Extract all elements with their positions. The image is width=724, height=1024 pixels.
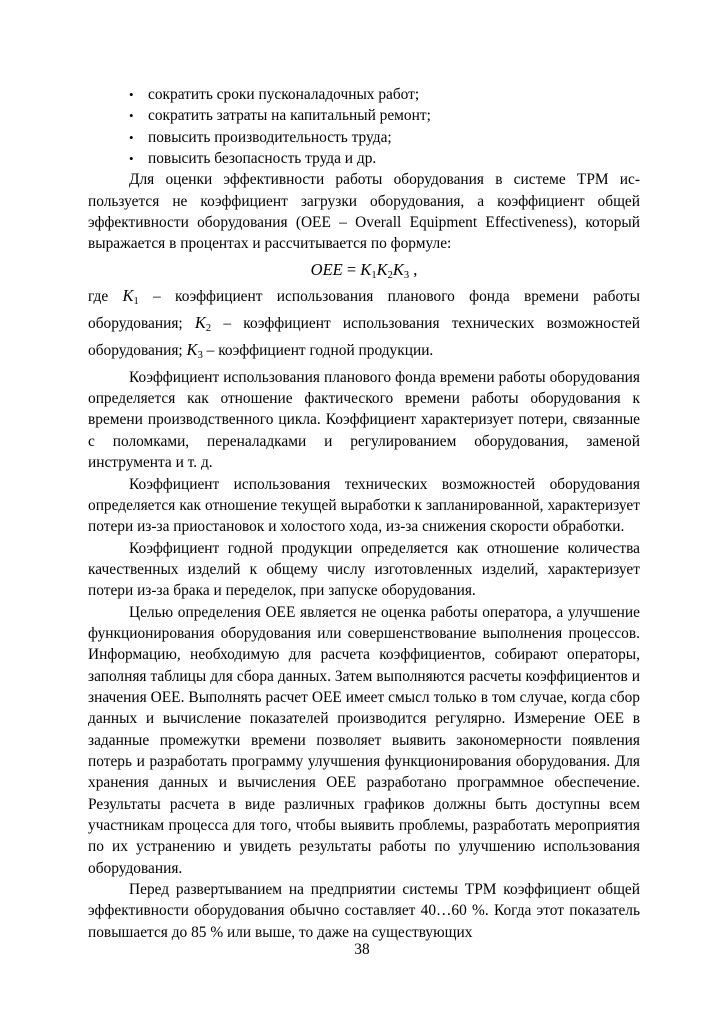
goals-list: [88, 84, 640, 169]
bullet-icon: •: [129, 108, 134, 124]
list-item: • сократить сроки пусконаладочных работ;: [88, 84, 640, 105]
page-number: 38: [354, 941, 370, 958]
page-body: [88, 84, 640, 943]
paragraph-oee-purpose: Целью определения ОЕЕ является не оценка работы оператора, а улучшение функционирования оборудования или совершенствование выполнения процессов. Информацию, необходимую для расчета коэффициентов, собирают операторы, заполняя таблицы для сбора данных. Затем выполняются расчеты коэффициентов и значения ОЕЕ. Выполнять расчет ОЕЕ имеет смысл только в том случае, когда сбор данных и вычисление показателей производится регулярно. Измерение ОЕЕ в заданные промежутки времени позволяет выявить закономерности появления потерь и разработать программу улучшения функционирования оборудования. Для хранения данных и вычисления ОЕЕ разработано программное обеспечение. Результаты расчета в виде различных графиков должны быть доступны всем участникам процесса для того, чтобы выявить проблемы, разработать мероприятия по их устранению и увидеть результаты работы по улучшению использования оборудования.: [88, 603, 640, 877]
list-item: • повысить безопасность труда и др.: [88, 148, 640, 169]
bullet-icon: •: [129, 87, 134, 102]
oee-formula: ОЕЕ = $K_1K_2K_3$ ,: [310, 259, 418, 281]
bullet-icon: •: [129, 151, 134, 167]
paragraph-k2: Коэффициент использования технических возможностей оборудования определяется как отношение текущей выработки к запланированной, характеризует потери из-за приостановок и холостого хода, из-за снижения скорости обработки.: [88, 475, 640, 536]
list-item: • повысить производительность труда;: [88, 127, 640, 148]
paragraph-tpm-deployment: Перед развертыванием на предприятии системы ТРМ коэффициент общей эффективности оборудования обычно составляет 40…60 %. Когда этот показатель повышается до 85 % или выше, то даже на существующих: [88, 881, 640, 941]
paragraph-k1: Коэффициент использования планового фонда времени работы оборудования определяется как отношение фактического времени работы оборудования к времени производственного цикла. Коэффициент характеризует потери, связанные с поломками, переналадками и регулированием оборудования, заменой инструмента и т. д.: [88, 368, 640, 472]
formula-legend: где $K_1$ – коэффициент использования планового фонда времени работы оборудования; $K_2$ – коэффициент использования технических возможностей оборудования; $K_3$ – коэффициент годной продукции.: [88, 285, 641, 362]
paragraph-oee-intro: Для оценки эффективности работы оборудования в системе ТРМ используется не коэффициент загрузки оборудования, а коэффициент общей эффективности оборудования (ОЕЕ – Overall Equipment Effectiveness), который выражается в процентах и рассчитывается по формуле:: [88, 171, 640, 253]
paragraph-k3: Коэффициент годной продукции определяется как отношение количества качественных изделий к общему числу изготовленных изделий, характеризует потери из-за брака и переделок, при запуске оборудования.: [88, 539, 640, 600]
list-item: • сократить затраты на капитальный ремонт;: [88, 105, 640, 126]
bullet-icon: •: [129, 129, 134, 145]
